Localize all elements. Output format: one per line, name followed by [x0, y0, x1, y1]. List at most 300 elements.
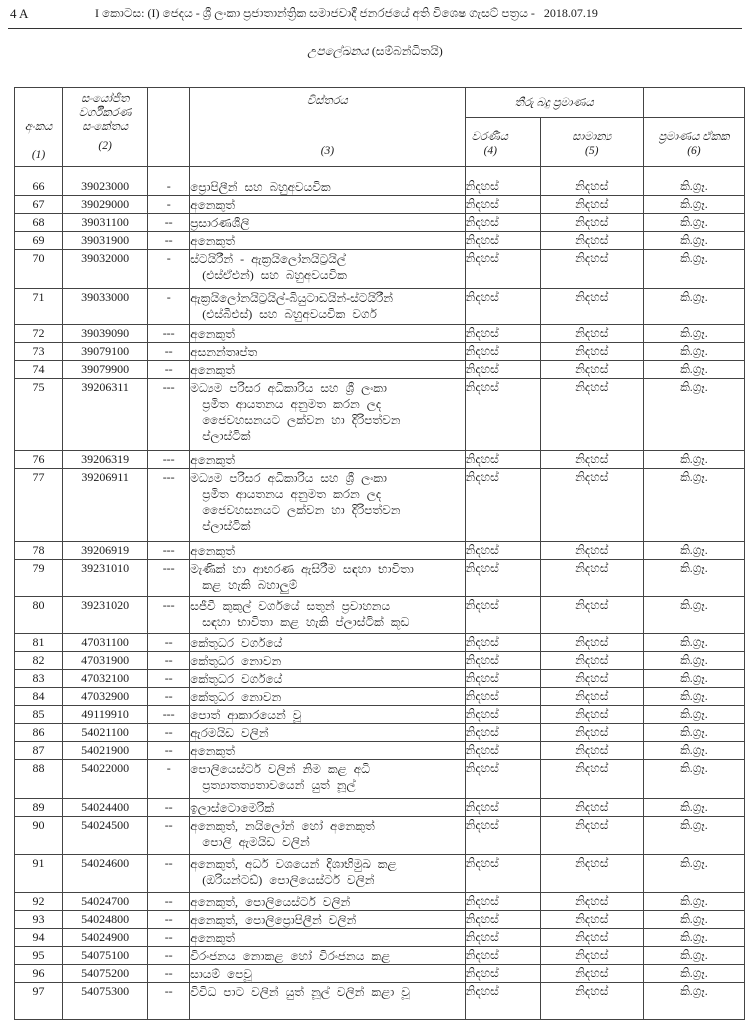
description-line: අනෙකුත්, අර්ධ වශයෙන් දිශාභිමුඛ කළ	[190, 857, 397, 871]
description-line: ප්‍රත්‍යාතත්‍යතාවයෙන් යුත් නූල්	[202, 778, 356, 792]
description-line: අනෙකුත්	[190, 931, 236, 945]
tariff-schedule-table	[14, 87, 745, 1020]
row-description	[190, 947, 465, 965]
row-hs-code: 39206919	[63, 542, 148, 560]
row-description	[190, 343, 465, 361]
row-level-dash: ---	[148, 379, 190, 451]
row-unit: කි.ග්‍රෑ.	[643, 597, 744, 634]
row-general-duty: නිදහස්	[540, 214, 643, 232]
row-preferential-duty: නිදහස්	[465, 893, 540, 911]
row-unit: කි.ග්‍රෑ.	[643, 451, 744, 469]
table-row	[15, 325, 745, 343]
description-line: අනෙකුත්	[190, 744, 236, 758]
row-general-duty: නිදහස්	[540, 167, 643, 196]
row-serial-no: 95	[15, 947, 63, 965]
row-hs-code: 39029000	[63, 196, 148, 214]
row-hs-code: 54021900	[63, 742, 148, 760]
row-serial-no: 90	[15, 817, 63, 855]
row-description	[190, 893, 465, 911]
table-row	[15, 965, 745, 983]
description-line: (එස්බීඑස්) සහ බහුඅවයවික වර්ග	[202, 307, 377, 321]
row-hs-code: 54075300	[63, 983, 148, 1020]
row-serial-no: 66	[15, 167, 63, 196]
table-row	[15, 893, 745, 911]
description-line: ප්‍රමිත ආයතනය අනුමත කරන ලද	[202, 397, 382, 411]
row-unit: කි.ග්‍රෑ.	[643, 196, 744, 214]
row-hs-code: 39231020	[63, 597, 148, 634]
row-unit: කි.ග්‍රෑ.	[643, 724, 744, 742]
row-description	[190, 965, 465, 983]
row-level-dash: --	[148, 965, 190, 983]
description-line: ඉලාස්ටොමෙරික්	[190, 801, 275, 815]
row-description	[190, 469, 465, 542]
table-row	[15, 911, 745, 929]
row-description	[190, 929, 465, 947]
row-general-duty: නිදහස්	[540, 343, 643, 361]
description-line: අනෙකුත්	[190, 453, 236, 467]
description-line: සඳහා භාවිතා කළ හැකි ප්ලාස්ටික් කූඩ	[202, 615, 410, 629]
row-serial-no: 97	[15, 983, 63, 1020]
row-preferential-duty: නිදහස්	[465, 451, 540, 469]
row-description	[190, 196, 465, 214]
row-hs-code: 54024600	[63, 855, 148, 893]
description-line: සජීවී කුකුල් වර්ගයේ සතුන් ප්‍රවාහනය	[190, 599, 391, 613]
header-general-num: (5)	[585, 145, 599, 157]
row-unit: කි.ග්‍රෑ.	[643, 983, 744, 1020]
header-divider	[8, 28, 742, 29]
row-serial-no: 69	[15, 232, 63, 250]
row-hs-code: 54075100	[63, 947, 148, 965]
row-hs-code: 39031100	[63, 214, 148, 232]
description-line: පොත් ආකාරයෙන් වූ	[190, 708, 302, 722]
header-preferential	[465, 118, 540, 167]
row-preferential-duty: නිදහස්	[465, 965, 540, 983]
row-description	[190, 250, 465, 289]
row-level-dash: --	[148, 855, 190, 893]
table-row	[15, 724, 745, 742]
row-level-dash: --	[148, 742, 190, 760]
row-hs-code: 39031900	[63, 232, 148, 250]
row-general-duty: නිදහස්	[540, 688, 643, 706]
row-general-duty: නිදහස්	[540, 911, 643, 929]
row-level-dash: -	[148, 760, 190, 799]
row-description	[190, 361, 465, 379]
row-unit: කි.ග්‍රෑ.	[643, 742, 744, 760]
row-level-dash: --	[148, 947, 190, 965]
row-hs-code: 39206911	[63, 469, 148, 542]
table-row	[15, 250, 745, 289]
row-serial-no: 72	[15, 325, 63, 343]
row-description	[190, 911, 465, 929]
row-serial-no: 76	[15, 451, 63, 469]
row-preferential-duty: නිදහස්	[465, 929, 540, 947]
description-line: මධ්‍යම පරිසර අධිකාරිය සහ ශ්‍රී ලංකා	[190, 471, 387, 485]
row-description	[190, 688, 465, 706]
row-description	[190, 760, 465, 799]
description-line: ඇක්‍රයිලෝනයිට්‍රයිල්-බියුටාඩයින්-ස්ටයිරීන්	[190, 291, 393, 305]
row-description	[190, 232, 465, 250]
gazette-title	[95, 6, 598, 21]
row-general-duty: නිදහස්	[540, 965, 643, 983]
row-hs-code: 54024400	[63, 799, 148, 817]
row-description	[190, 542, 465, 560]
row-unit: කි.ග්‍රෑ.	[643, 688, 744, 706]
schedule-subtitle	[0, 44, 750, 59]
row-unit: කි.ග්‍රෑ.	[643, 542, 744, 560]
row-hs-code: 39032000	[63, 250, 148, 289]
description-line: අනෙකුත්	[190, 198, 236, 212]
table-row	[15, 343, 745, 361]
row-preferential-duty: නිදහස්	[465, 652, 540, 670]
row-unit: කි.ග්‍රෑ.	[643, 760, 744, 799]
row-preferential-duty: නිදහස්	[465, 760, 540, 799]
table-row	[15, 855, 745, 893]
row-preferential-duty: නිදහස්	[465, 250, 540, 289]
row-hs-code: 54024800	[63, 911, 148, 929]
row-hs-code: 54024700	[63, 893, 148, 911]
row-preferential-duty: නිදහස්	[465, 817, 540, 855]
row-level-dash: --	[148, 817, 190, 855]
row-serial-no: 79	[15, 560, 63, 597]
row-level-dash: --	[148, 983, 190, 1020]
row-general-duty: නිදහස්	[540, 469, 643, 542]
row-unit: කි.ග්‍රෑ.	[643, 855, 744, 893]
description-line: විවිධ පාට වලින් යුත් නූල් වලින් කළා වූ	[190, 985, 410, 999]
row-unit: කි.ග්‍රෑ.	[643, 799, 744, 817]
row-serial-no: 80	[15, 597, 63, 634]
row-unit: කි.ග්‍රෑ.	[643, 947, 744, 965]
row-preferential-duty: නිදහස්	[465, 742, 540, 760]
row-level-dash: --	[148, 893, 190, 911]
row-level-dash: --	[148, 214, 190, 232]
row-unit: කි.ග්‍රෑ.	[643, 929, 744, 947]
row-unit: කි.ග්‍රෑ.	[643, 706, 744, 724]
row-serial-no: 83	[15, 670, 63, 688]
row-serial-no: 87	[15, 742, 63, 760]
table-row	[15, 196, 745, 214]
row-serial-no: 70	[15, 250, 63, 289]
row-unit: කි.ග්‍රෑ.	[643, 289, 744, 325]
table-row	[15, 597, 745, 634]
row-description	[190, 597, 465, 634]
row-preferential-duty: නිදහස්	[465, 167, 540, 196]
table-row	[15, 634, 745, 652]
row-level-dash: -	[148, 196, 190, 214]
row-preferential-duty: නිදහස්	[465, 232, 540, 250]
row-serial-no: 88	[15, 760, 63, 799]
row-general-duty: නිදහස්	[540, 196, 643, 214]
description-line: කේතුධර නොවන	[190, 690, 282, 704]
row-description	[190, 634, 465, 652]
header-unit-label: ප්‍රමාණය ඒකක	[658, 131, 730, 143]
row-preferential-duty: නිදහස්	[465, 597, 540, 634]
row-description	[190, 817, 465, 855]
row-level-dash: ---	[148, 469, 190, 542]
row-general-duty: නිදහස්	[540, 983, 643, 1020]
gazette-title-text: I කොටස: (I) ජෙදය - ශ්‍රී ලංකා ප්‍රජාතාන්ත්‍රික සමාජවාදී ජනරජයේ අති විශෙෂ ගැසට් පත්‍රය -	[95, 6, 535, 20]
row-serial-no: 81	[15, 634, 63, 652]
description-line: විරංජනය නොකළ හෝ විරංජනය කළ	[190, 949, 391, 963]
row-general-duty: නිදහස්	[540, 250, 643, 289]
row-general-duty: නිදහස්	[540, 634, 643, 652]
row-preferential-duty: නිදහස්	[465, 379, 540, 451]
description-line: අනෙකුත්, පොලිප්‍රොපිලීන් වලින්	[190, 913, 357, 927]
row-hs-code: 39206319	[63, 451, 148, 469]
row-unit: කි.ග්‍රෑ.	[643, 379, 744, 451]
row-hs-code: 54024500	[63, 817, 148, 855]
table-body	[15, 167, 745, 1020]
row-unit: කි.ග්‍රෑ.	[643, 965, 744, 983]
header-general-label: සාමාන්‍ය	[572, 131, 612, 143]
row-unit: කි.ග්‍රෑ.	[643, 634, 744, 652]
row-serial-no: 92	[15, 893, 63, 911]
header-serial-no	[15, 88, 63, 167]
table-row	[15, 361, 745, 379]
table-row	[15, 799, 745, 817]
table-row	[15, 670, 745, 688]
row-unit: කි.ග්‍රෑ.	[643, 214, 744, 232]
row-serial-no: 94	[15, 929, 63, 947]
row-unit: කි.ග්‍රෑ.	[643, 232, 744, 250]
row-description	[190, 289, 465, 325]
row-unit: කි.ග්‍රෑ.	[643, 343, 744, 361]
row-unit: කි.ග්‍රෑ.	[643, 560, 744, 597]
row-hs-code: 39023000	[63, 167, 148, 196]
row-general-duty: නිදහස්	[540, 379, 643, 451]
header-unit	[643, 118, 744, 167]
description-line: කේතුධර වර්ගයේ	[190, 636, 283, 650]
row-description	[190, 325, 465, 343]
table-row	[15, 652, 745, 670]
row-description	[190, 670, 465, 688]
row-serial-no: 73	[15, 343, 63, 361]
description-line: මධ්‍යම පරිසර අධිකාරිය සහ ශ්‍රී ලංකා	[190, 381, 387, 395]
description-line: කේතුධර වර්ගයේ	[190, 672, 283, 686]
row-description	[190, 560, 465, 597]
description-line: ස්ටයිරීන් - ඇක්‍රයිලෝනයිට්‍රයිල්	[190, 252, 346, 266]
row-level-dash: ---	[148, 325, 190, 343]
table-row	[15, 929, 745, 947]
row-hs-code: 49119910	[63, 706, 148, 724]
description-line: අනෙකුත්, පොලියෙස්ටර් වලින්	[190, 895, 351, 909]
table-row	[15, 760, 745, 799]
row-level-dash: -	[148, 250, 190, 289]
row-general-duty: නිදහස්	[540, 724, 643, 742]
row-general-duty: නිදහස්	[540, 361, 643, 379]
row-hs-code: 47032100	[63, 670, 148, 688]
row-hs-code: 47031900	[63, 652, 148, 670]
row-serial-no: 84	[15, 688, 63, 706]
row-description	[190, 379, 465, 451]
row-serial-no: 67	[15, 196, 63, 214]
row-level-dash: --	[148, 343, 190, 361]
row-serial-no: 89	[15, 799, 63, 817]
description-line: (එස්ඒඑන්) සහ බහුඅවයවික	[202, 268, 347, 282]
row-hs-code: 54024900	[63, 929, 148, 947]
row-description	[190, 983, 465, 1020]
row-unit: කි.ග්‍රෑ.	[643, 652, 744, 670]
header-unit-num: (6)	[687, 145, 701, 157]
table-row	[15, 232, 745, 250]
row-general-duty: නිදහස්	[540, 652, 643, 670]
row-preferential-duty: නිදහස්	[465, 688, 540, 706]
header-description-label: විස්තරය	[306, 95, 348, 107]
row-hs-code: 54075200	[63, 965, 148, 983]
row-serial-no: 75	[15, 379, 63, 451]
table-row	[15, 167, 745, 196]
table-row	[15, 817, 745, 855]
row-preferential-duty: නිදහස්	[465, 947, 540, 965]
row-description	[190, 451, 465, 469]
row-general-duty: නිදහස්	[540, 670, 643, 688]
row-unit: කි.ග්‍රෑ.	[643, 469, 744, 542]
row-general-duty: නිදහස්	[540, 947, 643, 965]
row-hs-code: 54021100	[63, 724, 148, 742]
row-level-dash: ---	[148, 560, 190, 597]
row-general-duty: නිදහස්	[540, 289, 643, 325]
row-preferential-duty: නිදහස්	[465, 706, 540, 724]
row-general-duty: නිදහස්	[540, 542, 643, 560]
row-serial-no: 85	[15, 706, 63, 724]
row-level-dash: --	[148, 652, 190, 670]
description-line: ප්ලාස්ටික්	[202, 519, 251, 533]
row-level-dash: --	[148, 688, 190, 706]
row-serial-no: 71	[15, 289, 63, 325]
row-preferential-duty: නිදහස්	[465, 289, 540, 325]
row-general-duty: නිදහස්	[540, 325, 643, 343]
row-unit: කි.ග්‍රෑ.	[643, 893, 744, 911]
row-general-duty: නිදහස්	[540, 597, 643, 634]
row-description	[190, 652, 465, 670]
header-hs-code-num: (2)	[98, 140, 112, 152]
row-general-duty: නිදහස්	[540, 855, 643, 893]
row-description	[190, 214, 465, 232]
row-preferential-duty: නිදහස්	[465, 325, 540, 343]
row-level-dash: ---	[148, 451, 190, 469]
row-unit: කි.ග්‍රෑ.	[643, 325, 744, 343]
table-row	[15, 469, 745, 542]
header-hs-code	[63, 88, 148, 167]
header-preferential-label: වරණීය	[471, 131, 508, 143]
row-description	[190, 799, 465, 817]
description-line: පොලියෙස්ටර් වලින් නිම කළ අධි	[190, 762, 371, 776]
row-hs-code: 47031100	[63, 634, 148, 652]
description-line: ඇරමයිඩ වලින්	[190, 726, 269, 740]
description-line: ජෛවහසනයට ලක්වන හා දිරිපත්වන	[202, 413, 401, 427]
description-line: ප්‍රොපිලීන් සහ බහුඅවයවික	[190, 180, 331, 194]
row-preferential-duty: නිදහස්	[465, 634, 540, 652]
row-level-dash: --	[148, 799, 190, 817]
table-row	[15, 688, 745, 706]
table-row	[15, 706, 745, 724]
description-line: මැණික් හා ආභරණ ඇසිරීම සඳහා භාවිතා	[190, 562, 414, 576]
header-preferential-num: (4)	[483, 145, 498, 157]
row-preferential-duty: නිදහස්	[465, 196, 540, 214]
row-level-dash: --	[148, 361, 190, 379]
row-preferential-duty: නිදහස්	[465, 911, 540, 929]
row-level-dash: --	[148, 232, 190, 250]
row-hs-code: 39079100	[63, 343, 148, 361]
header-description-num: (3)	[320, 145, 335, 157]
header-serial-no-num: (1)	[31, 149, 46, 161]
row-level-dash: --	[148, 670, 190, 688]
row-hs-code: 54022000	[63, 760, 148, 799]
gazette-date: 2018.07.19	[543, 6, 598, 20]
row-preferential-duty: නිදහස්	[465, 855, 540, 893]
row-preferential-duty: නිදහස්	[465, 799, 540, 817]
row-hs-code: 39039090	[63, 325, 148, 343]
description-line: (ඔරියන්ටඩ්) පොලියෙස්ටර් වලින්	[202, 873, 375, 887]
row-level-dash: ---	[148, 706, 190, 724]
row-level-dash: -	[148, 289, 190, 325]
row-hs-code: 39231010	[63, 560, 148, 597]
description-line: අනෙකුත්	[190, 234, 236, 248]
row-general-duty: නිදහස්	[540, 706, 643, 724]
row-unit: කි.ග්‍රෑ.	[643, 167, 744, 196]
header-blank	[148, 88, 190, 167]
description-line: අනෙකුත්	[190, 544, 236, 558]
row-serial-no: 93	[15, 911, 63, 929]
row-general-duty: නිදහස්	[540, 799, 643, 817]
header-description	[190, 88, 465, 167]
row-unit: කි.ග්‍රෑ.	[643, 670, 744, 688]
table-row	[15, 214, 745, 232]
row-level-dash: --	[148, 929, 190, 947]
page-number: 4 A	[10, 6, 29, 21]
description-line: අසනන්තෘප්ත	[190, 345, 258, 359]
row-description	[190, 167, 465, 196]
row-preferential-duty: නිදහස්	[465, 560, 540, 597]
header-duty-rate: තීරු බදු ප්‍රමාණය	[465, 88, 643, 118]
table-row	[15, 542, 745, 560]
row-hs-code: 39079900	[63, 361, 148, 379]
row-level-dash: --	[148, 724, 190, 742]
row-unit: කි.ග්‍රෑ.	[643, 361, 744, 379]
row-general-duty: නිදහස්	[540, 560, 643, 597]
row-unit: කි.ග්‍රෑ.	[643, 250, 744, 289]
row-general-duty: නිදහස්	[540, 817, 643, 855]
row-level-dash: ---	[148, 597, 190, 634]
row-level-dash: --	[148, 911, 190, 929]
row-hs-code: 39206311	[63, 379, 148, 451]
row-general-duty: නිදහස්	[540, 742, 643, 760]
description-line: අනෙකුත්	[190, 363, 236, 377]
table-row	[15, 379, 745, 451]
row-unit: කි.ග්‍රෑ.	[643, 817, 744, 855]
row-preferential-duty: නිදහස්	[465, 361, 540, 379]
row-preferential-duty: නිදහස්	[465, 724, 540, 742]
row-description	[190, 724, 465, 742]
header-serial-no-label: අංකය	[24, 121, 53, 133]
row-unit: කි.ග්‍රෑ.	[643, 911, 744, 929]
description-line: ප්‍රමිත ආයතනය අනුමත කරන ලද	[202, 487, 382, 501]
table-row	[15, 289, 745, 325]
row-preferential-duty: නිදහස්	[465, 542, 540, 560]
row-general-duty: නිදහස්	[540, 893, 643, 911]
row-hs-code: 39033000	[63, 289, 148, 325]
table-row	[15, 983, 745, 1020]
row-serial-no: 74	[15, 361, 63, 379]
description-line: ප්ලාස්ටික්	[202, 429, 251, 443]
description-line: ප්‍රසාරණශීලි	[190, 216, 250, 230]
description-line: සායම් පෙවූ	[190, 967, 252, 981]
table-header	[15, 88, 745, 167]
row-level-dash: --	[148, 634, 190, 652]
row-hs-code: 47032900	[63, 688, 148, 706]
table-row	[15, 947, 745, 965]
row-serial-no: 96	[15, 965, 63, 983]
subtitle-paren: (සම්බන්ධිතයි)	[371, 44, 443, 58]
